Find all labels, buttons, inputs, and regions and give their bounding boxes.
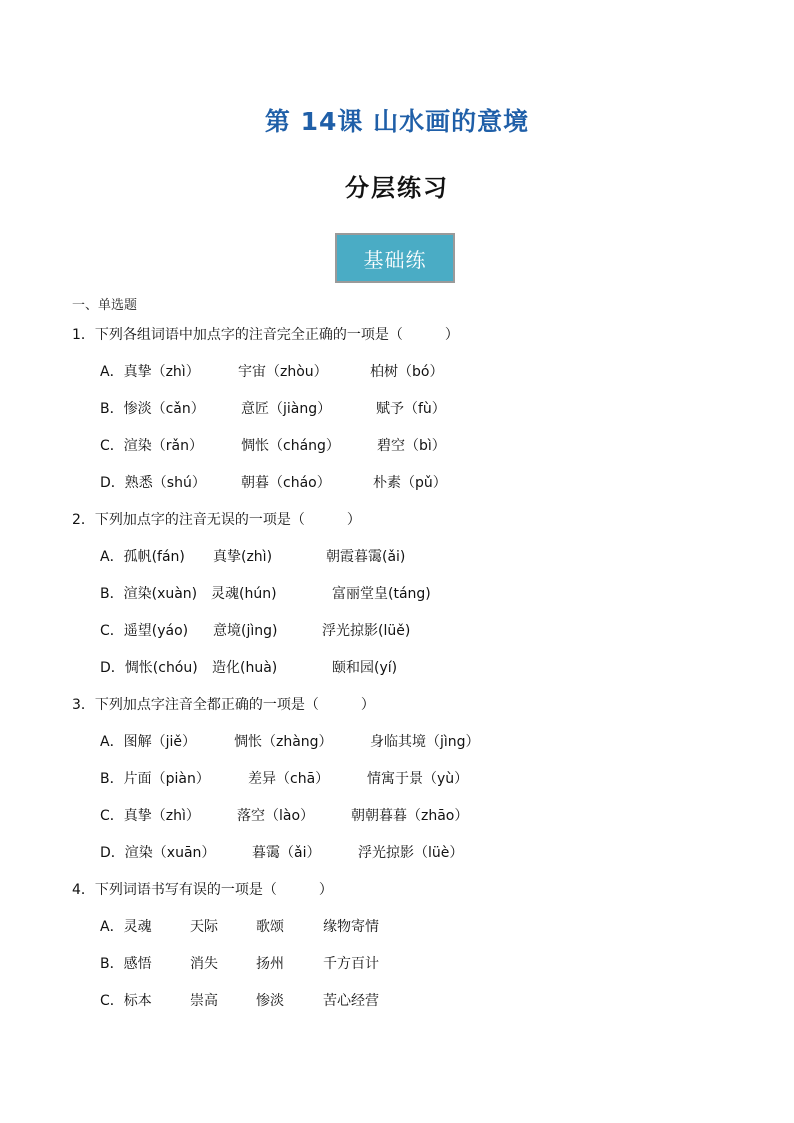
option-term: C．遥望(yáo)	[100, 623, 189, 639]
option-term: B．片面（piàn）	[100, 771, 210, 787]
option-term: 真挚(zhì)	[213, 549, 273, 565]
option-term: 朝霞暮霭(ǎi)	[326, 549, 406, 565]
option-term: 缘物寄情	[323, 919, 379, 935]
option-term: 意匠（jiàng）	[241, 401, 332, 417]
option-term: 宇宙（zhòu）	[238, 364, 328, 380]
option-term: 柏树（bó）	[370, 364, 444, 380]
option-term: C．真挚（zhì）	[100, 808, 200, 824]
option-term: 天际	[190, 919, 218, 935]
option-term: 扬州	[256, 956, 284, 972]
option-term: 朴素（pǔ）	[373, 475, 447, 491]
lesson-subtitle: 分层练习	[345, 174, 449, 202]
option-term: B．渲染(xuàn)	[100, 586, 198, 602]
option-term: A．灵魂	[100, 919, 152, 935]
option-term: 消失	[190, 956, 218, 972]
option-term: D．惆怅(chóu)	[100, 660, 198, 676]
option-term: 碧空（bì）	[377, 438, 446, 454]
option-term: 赋予（fù）	[376, 401, 446, 417]
question-stem: 4．下列词语书写有误的一项是（ ）	[72, 882, 333, 898]
option-term: A．真挚（zhì）	[100, 364, 200, 380]
option-term: C．标本	[100, 993, 152, 1009]
question-stem: 2．下列加点字的注音无误的一项是（ ）	[72, 512, 361, 528]
option-term: 情寓于景（yù）	[367, 771, 469, 787]
option-term: 浮光掠影(lüě)	[322, 623, 411, 639]
option-term: A．孤帆(fán)	[100, 549, 185, 565]
option-term: 颐和园(yí)	[332, 660, 398, 676]
option-term: 崇高	[190, 993, 218, 1009]
option-term: 差异（chā）	[248, 771, 330, 787]
option-term: 惨淡	[256, 993, 284, 1009]
option-term: D．渲染（xuān）	[100, 845, 216, 861]
option-term: 造化(huà)	[212, 660, 278, 676]
section-heading: 一、单选题	[72, 298, 138, 313]
option-term: C．渲染（rǎn）	[100, 438, 203, 454]
lesson-title: 第 14课 山水画的意境	[264, 107, 530, 136]
option-term: D．熟悉（shú）	[100, 475, 206, 491]
option-term: 意境(jìng)	[213, 623, 278, 639]
question-stem: 3．下列加点字注音全都正确的一项是（ ）	[72, 697, 375, 713]
option-term: 朝暮（cháo）	[241, 475, 331, 491]
level-badge: 基础练	[335, 233, 455, 283]
option-term: 身临其境（jìng）	[370, 734, 480, 750]
option-term: 惆怅（cháng）	[241, 438, 340, 454]
option-term: 灵魂(hún)	[211, 586, 277, 602]
option-term: B．惨淡（cǎn）	[100, 401, 205, 417]
option-term: 落空（lào）	[237, 808, 315, 824]
option-term: 朝朝暮暮（zhāo）	[351, 808, 469, 824]
option-term: 暮霭（ǎi）	[252, 845, 321, 861]
option-term: 惆怅（zhàng）	[234, 734, 333, 750]
option-term: 浮光掠影（lüè）	[358, 845, 464, 861]
question-stem: 1．下列各组词语中加点字的注音完全正确的一项是（ ）	[72, 327, 459, 343]
option-term: B．感悟	[100, 956, 152, 972]
option-term: 苦心经营	[323, 993, 379, 1009]
option-term: 千方百计	[323, 956, 379, 972]
option-term: 歌颂	[256, 919, 284, 935]
option-term: A．图解（jiě）	[100, 734, 196, 750]
option-term: 富丽堂皇(táng)	[332, 586, 431, 602]
